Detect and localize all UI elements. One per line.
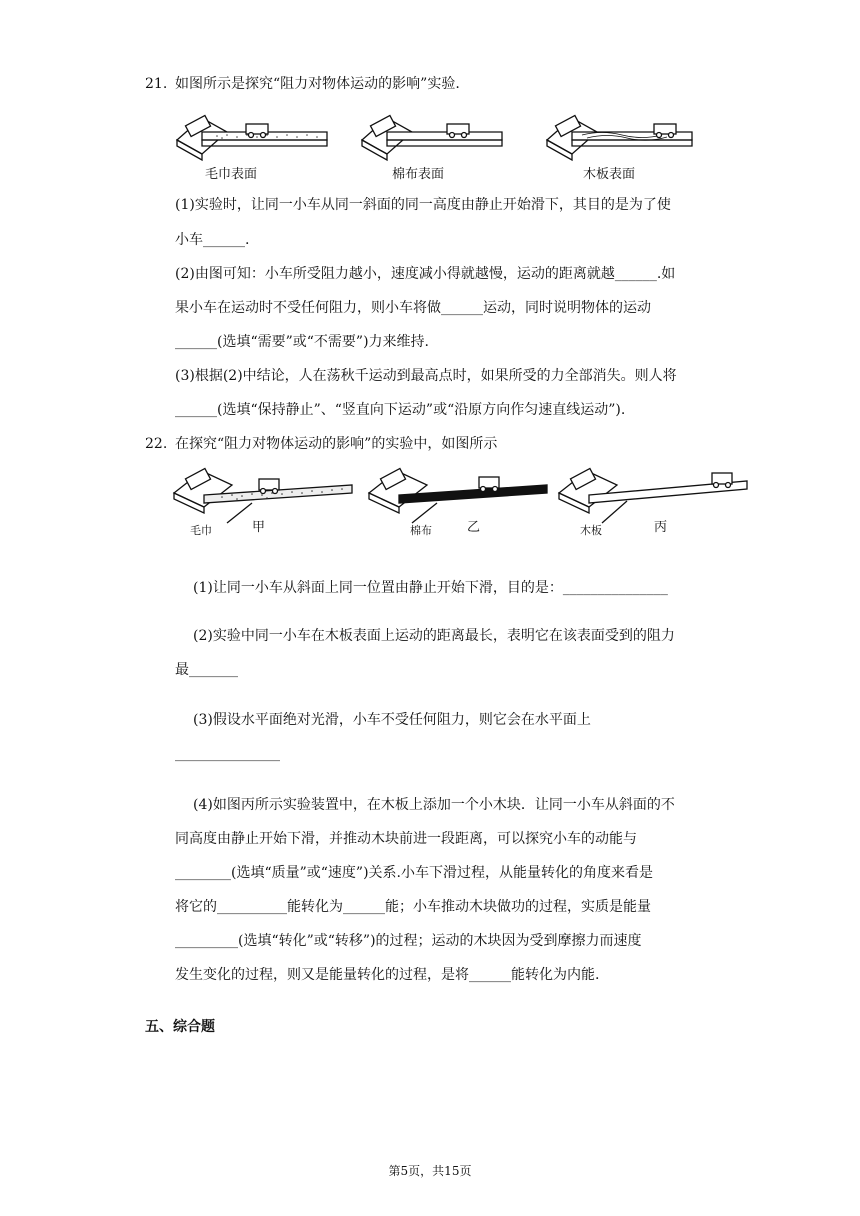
label-wood-surface: 木板表面 (583, 167, 636, 182)
towel-ramp (174, 469, 352, 523)
section-heading: 五、综合题 (145, 1019, 215, 1035)
q22-part4-line2: 同高度由静止开始下滑，并推动木块前进一段距离，可以探究小车的动能与 (175, 831, 637, 847)
question-21-stem: 如图所示是探究“阻力对物体运动的影响”实验. (175, 76, 460, 92)
question-22-number: 22. (145, 436, 168, 452)
q22-part1: (1)让同一小车从斜面上同一位置由静止开始下滑，目的是：_______________ (193, 580, 668, 596)
label-towel-surface: 毛巾表面 (205, 167, 258, 182)
q22-part4-line1: (4)如图丙所示实验装置中，在木板上添加一个小木块．让同一小车从斜面的不 (193, 797, 675, 813)
q22-part2-line2: 最_______ (175, 662, 238, 678)
q21-part2-line3: ______(选填“需要”或“不需要”)力来维持. (175, 334, 430, 350)
wood-setup (547, 116, 692, 160)
page-footer: 第5页，共15页 (388, 1164, 472, 1178)
label-towel: 毛巾 (190, 524, 212, 537)
label-cotton: 棉布 (410, 524, 432, 537)
q21-part2-line2: 果小车在运动时不受任何阻力，则小车将做______运动，同时说明物体的运动 (175, 300, 651, 316)
q22-part4-line5: _________(选填“转化”或“转移”)的过程；运动的木块因为受到摩擦力而速度 (175, 933, 642, 949)
label-cotton-surface: 棉布表面 (392, 167, 445, 182)
label-jia: 甲 (252, 520, 266, 535)
q21-part1-line2: 小车______. (175, 232, 250, 248)
cotton-setup (362, 116, 502, 160)
q21-part2-line1: (2)由图可知：小车所受阻力越小，速度减小得就越慢，运动的距离就越______.如 (175, 266, 676, 282)
q22-part4-line6: 发生变化的过程，则又是能量转化的过程，是将______能转化为内能. (175, 967, 600, 983)
wood-ramp (559, 469, 747, 523)
question-22-stem: 在探究“阻力对物体运动的影响”的实验中，如图所示 (175, 436, 498, 452)
label-yi: 乙 (467, 520, 481, 535)
q21-part3-line1: (3)根据(2)中结论，人在荡秋千运动到最高点时，如果所受的力全部消失。则人将 (175, 368, 677, 384)
q22-part4-line3: ________(选填“质量”或“速度”)关系.小车下滑过程，从能量转化的角度来看是 (175, 865, 654, 881)
q22-part3-line1: (3)假设水平面绝对光滑，小车不受任何阻力，则它会在水平面上 (193, 712, 591, 728)
question-21-number: 21. (145, 76, 168, 92)
q22-part4-line4: 将它的__________能转化为______能；小车推动木块做功的过程，实质是能量 (175, 899, 651, 915)
label-wood: 木板 (580, 524, 602, 537)
q22-part3-line2: _______________ (175, 746, 280, 762)
towel-setup (177, 116, 327, 160)
q21-part3-line2: ______(选填“保持静止”、“竖直向下运动”或“沿原方向作匀速直线运动”). (175, 402, 626, 418)
q22-part2-line1: (2)实验中同一小车在木板表面上运动的距离最长，表明它在该表面受到的阻力 (193, 628, 675, 644)
cotton-ramp (369, 469, 547, 523)
label-bing: 丙 (654, 520, 668, 535)
q21-part1-line1: (1)实验时，让同一小车从同一斜面的同一高度由静止开始滑下，其目的是为了使 (175, 197, 671, 213)
